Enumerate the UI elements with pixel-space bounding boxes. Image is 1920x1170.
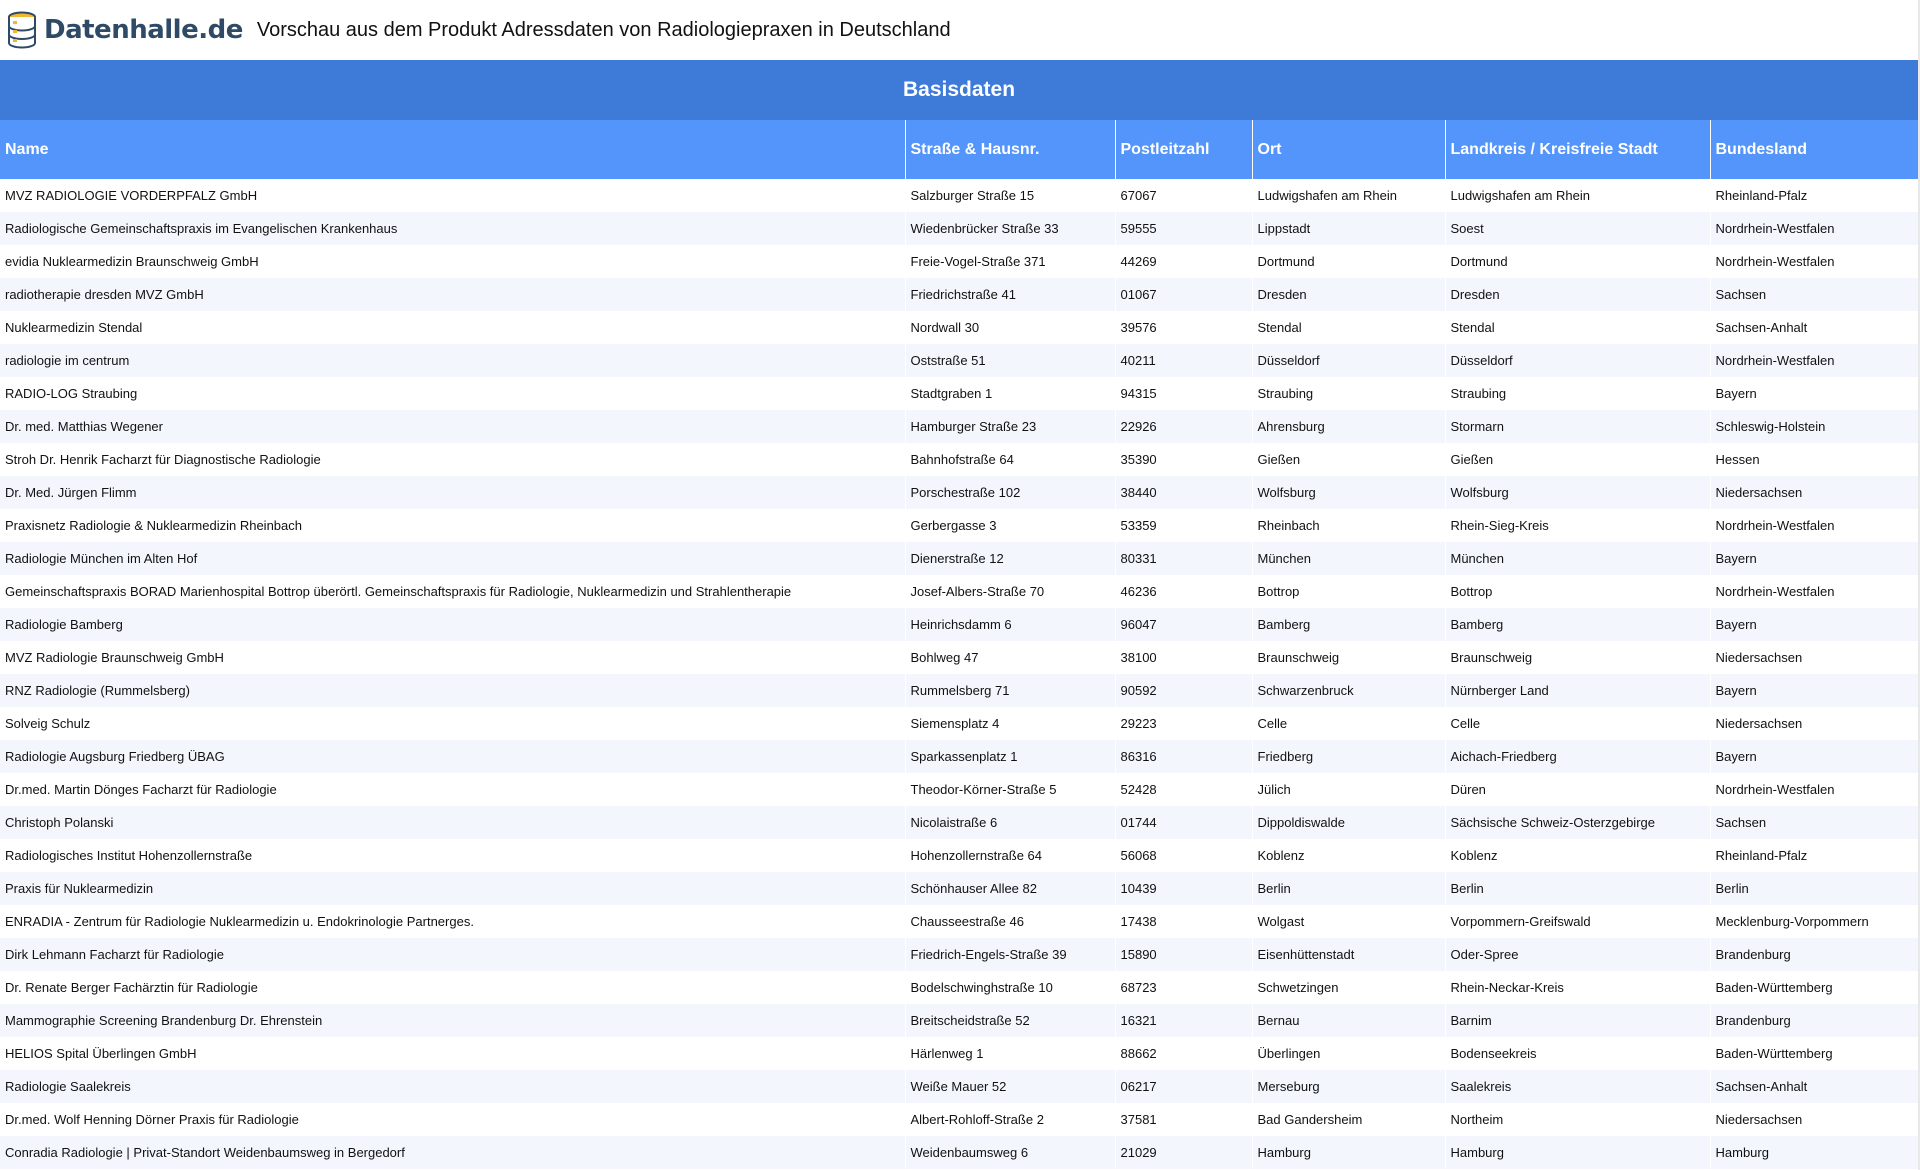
cell-city: Düsseldorf	[1252, 344, 1445, 377]
cell-city: Dortmund	[1252, 245, 1445, 278]
cell-street: Weidenbaumsweg 6	[905, 1136, 1115, 1169]
cell-postcode: 46236	[1115, 575, 1252, 608]
cell-district: Nürnberger Land	[1445, 674, 1710, 707]
table-row	[0, 311, 1918, 344]
cell-state: Berlin	[1710, 872, 1918, 905]
table-row	[0, 1004, 1918, 1037]
cell-name: Solveig Schulz	[0, 707, 905, 740]
cell-street: Stadtgraben 1	[905, 377, 1115, 410]
cell-district: Wolfsburg	[1445, 476, 1710, 509]
cell-city: Hamburg	[1252, 1136, 1445, 1169]
cell-postcode: 39576	[1115, 311, 1252, 344]
cell-state: Brandenburg	[1710, 938, 1918, 971]
cell-street: Chausseestraße 46	[905, 905, 1115, 938]
cell-state: Niedersachsen	[1710, 641, 1918, 674]
column-header-row	[0, 120, 1918, 179]
cell-street: Rummelsberg 71	[905, 674, 1115, 707]
cell-name: MVZ RADIOLOGIE VORDERPFALZ GmbH	[0, 179, 905, 212]
cell-postcode: 29223	[1115, 707, 1252, 740]
logo-text: Datenhalle.de	[44, 15, 243, 45]
table-row	[0, 410, 1918, 443]
cell-name: evidia Nuklearmedizin Braunschweig GmbH	[0, 245, 905, 278]
site-logo[interactable]	[6, 10, 243, 50]
cell-district: Koblenz	[1445, 839, 1710, 872]
cell-district: Dortmund	[1445, 245, 1710, 278]
cell-district: Bottrop	[1445, 575, 1710, 608]
table-row	[0, 1136, 1918, 1169]
cell-state: Baden-Württemberg	[1710, 971, 1918, 1004]
cell-name: Dr.med. Martin Dönges Facharzt für Radiologie	[0, 773, 905, 806]
cell-city: Dresden	[1252, 278, 1445, 311]
cell-postcode: 38100	[1115, 641, 1252, 674]
cell-street: Bohlweg 47	[905, 641, 1115, 674]
cell-district: Celle	[1445, 707, 1710, 740]
cell-city: Berlin	[1252, 872, 1445, 905]
table-row	[0, 641, 1918, 674]
cell-state: Rheinland-Pfalz	[1710, 839, 1918, 872]
cell-name: Dr. Renate Berger Fachärztin für Radiologie	[0, 971, 905, 1004]
cell-name: MVZ Radiologie Braunschweig GmbH	[0, 641, 905, 674]
cell-city: Rheinbach	[1252, 509, 1445, 542]
cell-postcode: 10439	[1115, 872, 1252, 905]
cell-state: Bayern	[1710, 608, 1918, 641]
cell-name: Dirk Lehmann Facharzt für Radiologie	[0, 938, 905, 971]
cell-city: Jülich	[1252, 773, 1445, 806]
cell-district: Soest	[1445, 212, 1710, 245]
cell-name: radiotherapie dresden MVZ GmbH	[0, 278, 905, 311]
cell-street: Wiedenbrücker Straße 33	[905, 212, 1115, 245]
cell-name: Radiologie Saalekreis	[0, 1070, 905, 1103]
cell-name: Radiologie Bamberg	[0, 608, 905, 641]
table-row	[0, 740, 1918, 773]
cell-city: Bernau	[1252, 1004, 1445, 1037]
cell-district: Hamburg	[1445, 1136, 1710, 1169]
cell-postcode: 68723	[1115, 971, 1252, 1004]
cell-state: Bayern	[1710, 740, 1918, 773]
cell-state: Schleswig-Holstein	[1710, 410, 1918, 443]
cell-state: Nordrhein-Westfalen	[1710, 509, 1918, 542]
cell-district: Oder-Spree	[1445, 938, 1710, 971]
table-row	[0, 938, 1918, 971]
section-title: Basisdaten	[0, 60, 1918, 120]
column-header-postcode: Postleitzahl	[1115, 120, 1252, 179]
column-header-state: Bundesland	[1710, 120, 1918, 179]
cell-state: Sachsen-Anhalt	[1710, 1070, 1918, 1103]
cell-name: Conradia Radiologie | Privat-Standort Weidenbaumsweg in Bergedorf	[0, 1136, 905, 1169]
cell-street: Friedrich-Engels-Straße 39	[905, 938, 1115, 971]
cell-city: Bad Gandersheim	[1252, 1103, 1445, 1136]
cell-name: Praxis für Nuklearmedizin	[0, 872, 905, 905]
cell-district: Gießen	[1445, 443, 1710, 476]
cell-postcode: 15890	[1115, 938, 1252, 971]
cell-state: Sachsen	[1710, 806, 1918, 839]
cell-street: Heinrichsdamm 6	[905, 608, 1115, 641]
cell-city: Stendal	[1252, 311, 1445, 344]
cell-district: Braunschweig	[1445, 641, 1710, 674]
cell-city: Eisenhüttenstadt	[1252, 938, 1445, 971]
cell-city: Ludwigshafen am Rhein	[1252, 179, 1445, 212]
cell-district: Stormarn	[1445, 410, 1710, 443]
cell-street: Porschestraße 102	[905, 476, 1115, 509]
cell-city: Friedberg	[1252, 740, 1445, 773]
cell-postcode: 16321	[1115, 1004, 1252, 1037]
cell-name: Nuklearmedizin Stendal	[0, 311, 905, 344]
cell-name: Dr.med. Wolf Henning Dörner Praxis für Radiologie	[0, 1103, 905, 1136]
table-row	[0, 443, 1918, 476]
cell-postcode: 80331	[1115, 542, 1252, 575]
cell-street: Theodor-Körner-Straße 5	[905, 773, 1115, 806]
cell-name: Radiologische Gemeinschaftspraxis im Evangelischen Krankenhaus	[0, 212, 905, 245]
column-header-district: Landkreis / Kreisfreie Stadt	[1445, 120, 1710, 179]
cell-district: Berlin	[1445, 872, 1710, 905]
cell-street: Härlenweg 1	[905, 1037, 1115, 1070]
cell-city: Lippstadt	[1252, 212, 1445, 245]
cell-postcode: 59555	[1115, 212, 1252, 245]
cell-postcode: 86316	[1115, 740, 1252, 773]
table-row	[0, 179, 1918, 212]
cell-state: Niedersachsen	[1710, 1103, 1918, 1136]
cell-state: Rheinland-Pfalz	[1710, 179, 1918, 212]
cell-postcode: 52428	[1115, 773, 1252, 806]
cell-name: Christoph Polanski	[0, 806, 905, 839]
cell-district: Dresden	[1445, 278, 1710, 311]
cell-district: Düsseldorf	[1445, 344, 1710, 377]
cell-city: Schwarzenbruck	[1252, 674, 1445, 707]
cell-postcode: 35390	[1115, 443, 1252, 476]
table-row	[0, 773, 1918, 806]
cell-state: Baden-Württemberg	[1710, 1037, 1918, 1070]
cell-name: Dr. Med. Jürgen Flimm	[0, 476, 905, 509]
cell-city: Koblenz	[1252, 839, 1445, 872]
cell-city: Celle	[1252, 707, 1445, 740]
cell-district: Vorpommern-Greifswald	[1445, 905, 1710, 938]
cell-city: Straubing	[1252, 377, 1445, 410]
cell-state: Niedersachsen	[1710, 476, 1918, 509]
cell-city: Überlingen	[1252, 1037, 1445, 1070]
cell-postcode: 88662	[1115, 1037, 1252, 1070]
table-row	[0, 839, 1918, 872]
cell-postcode: 22926	[1115, 410, 1252, 443]
cell-district: Barnim	[1445, 1004, 1710, 1037]
cell-postcode: 17438	[1115, 905, 1252, 938]
page-header	[0, 0, 1920, 60]
cell-city: Braunschweig	[1252, 641, 1445, 674]
database-logo-icon	[6, 11, 38, 49]
table-body	[0, 179, 1918, 1169]
table-row	[0, 608, 1918, 641]
page-title: Vorschau aus dem Produkt Adressdaten von Radiologiepraxen in Deutschland	[256, 18, 951, 41]
cell-name: Dr. med. Matthias Wegener	[0, 410, 905, 443]
cell-postcode: 21029	[1115, 1136, 1252, 1169]
table-row	[0, 905, 1918, 938]
cell-name: RADIO-LOG Straubing	[0, 377, 905, 410]
cell-district: Sächsische Schweiz-Osterzgebirge	[1445, 806, 1710, 839]
cell-postcode: 06217	[1115, 1070, 1252, 1103]
cell-district: Northeim	[1445, 1103, 1710, 1136]
cell-street: Bahnhofstraße 64	[905, 443, 1115, 476]
table-row	[0, 278, 1918, 311]
cell-state: Hamburg	[1710, 1136, 1918, 1169]
cell-postcode: 56068	[1115, 839, 1252, 872]
table-row	[0, 674, 1918, 707]
cell-district: Rhein-Neckar-Kreis	[1445, 971, 1710, 1004]
cell-city: Gießen	[1252, 443, 1445, 476]
cell-postcode: 67067	[1115, 179, 1252, 212]
column-header-city: Ort	[1252, 120, 1445, 179]
cell-district: Bamberg	[1445, 608, 1710, 641]
cell-state: Sachsen-Anhalt	[1710, 311, 1918, 344]
cell-state: Nordrhein-Westfalen	[1710, 344, 1918, 377]
cell-name: RNZ Radiologie (Rummelsberg)	[0, 674, 905, 707]
cell-city: München	[1252, 542, 1445, 575]
data-table	[0, 60, 1919, 1169]
cell-street: Hohenzollernstraße 64	[905, 839, 1115, 872]
cell-state: Nordrhein-Westfalen	[1710, 212, 1918, 245]
cell-name: Gemeinschaftspraxis BORAD Marienhospital Bottrop überörtl. Gemeinschaftspraxis für Radiologie, Nuklearmedizin und Strahlentherapie	[0, 575, 905, 608]
cell-city: Merseburg	[1252, 1070, 1445, 1103]
cell-state: Nordrhein-Westfalen	[1710, 575, 1918, 608]
cell-street: Weiße Mauer 52	[905, 1070, 1115, 1103]
cell-street: Gerbergasse 3	[905, 509, 1115, 542]
cell-name: radiologie im centrum	[0, 344, 905, 377]
cell-street: Nicolaistraße 6	[905, 806, 1115, 839]
cell-city: Wolfsburg	[1252, 476, 1445, 509]
cell-district: Straubing	[1445, 377, 1710, 410]
table-row	[0, 707, 1918, 740]
cell-city: Bottrop	[1252, 575, 1445, 608]
cell-state: Bayern	[1710, 542, 1918, 575]
cell-postcode: 40211	[1115, 344, 1252, 377]
cell-city: Bamberg	[1252, 608, 1445, 641]
section-header-row	[0, 60, 1918, 120]
cell-district: Düren	[1445, 773, 1710, 806]
cell-postcode: 94315	[1115, 377, 1252, 410]
cell-street: Salzburger Straße 15	[905, 179, 1115, 212]
cell-name: Radiologie Augsburg Friedberg ÜBAG	[0, 740, 905, 773]
cell-state: Brandenburg	[1710, 1004, 1918, 1037]
table-row	[0, 542, 1918, 575]
table-row	[0, 1037, 1918, 1070]
cell-street: Sparkassenplatz 1	[905, 740, 1115, 773]
cell-street: Friedrichstraße 41	[905, 278, 1115, 311]
table-row	[0, 575, 1918, 608]
cell-state: Nordrhein-Westfalen	[1710, 245, 1918, 278]
cell-district: Saalekreis	[1445, 1070, 1710, 1103]
cell-street: Breitscheidstraße 52	[905, 1004, 1115, 1037]
cell-postcode: 96047	[1115, 608, 1252, 641]
table-row	[0, 806, 1918, 839]
cell-name: ENRADIA - Zentrum für Radiologie Nuklearmedizin u. Endokrinologie Partnerges.	[0, 905, 905, 938]
cell-district: Rhein-Sieg-Kreis	[1445, 509, 1710, 542]
cell-state: Mecklenburg-Vorpommern	[1710, 905, 1918, 938]
cell-street: Schönhauser Allee 82	[905, 872, 1115, 905]
cell-city: Dippoldiswalde	[1252, 806, 1445, 839]
cell-district: München	[1445, 542, 1710, 575]
cell-name: Radiologisches Institut Hohenzollernstraße	[0, 839, 905, 872]
cell-state: Bayern	[1710, 377, 1918, 410]
cell-street: Bodelschwinghstraße 10	[905, 971, 1115, 1004]
cell-city: Schwetzingen	[1252, 971, 1445, 1004]
cell-city: Wolgast	[1252, 905, 1445, 938]
column-header-name: Name	[0, 120, 905, 179]
cell-street: Oststraße 51	[905, 344, 1115, 377]
column-header-street: Straße & Hausnr.	[905, 120, 1115, 179]
cell-district: Stendal	[1445, 311, 1710, 344]
table-row	[0, 509, 1918, 542]
cell-state: Nordrhein-Westfalen	[1710, 773, 1918, 806]
cell-street: Freie-Vogel-Straße 371	[905, 245, 1115, 278]
cell-postcode: 38440	[1115, 476, 1252, 509]
cell-street: Nordwall 30	[905, 311, 1115, 344]
table-row	[0, 872, 1918, 905]
cell-postcode: 44269	[1115, 245, 1252, 278]
cell-state: Bayern	[1710, 674, 1918, 707]
cell-street: Hamburger Straße 23	[905, 410, 1115, 443]
cell-district: Ludwigshafen am Rhein	[1445, 179, 1710, 212]
cell-postcode: 53359	[1115, 509, 1252, 542]
cell-name: Praxisnetz Radiologie & Nuklearmedizin Rheinbach	[0, 509, 905, 542]
table-row	[0, 377, 1918, 410]
cell-postcode: 01744	[1115, 806, 1252, 839]
cell-street: Albert-Rohloff-Straße 2	[905, 1103, 1115, 1136]
cell-street: Josef-Albers-Straße 70	[905, 575, 1115, 608]
cell-state: Sachsen	[1710, 278, 1918, 311]
cell-name: Mammographie Screening Brandenburg Dr. Ehrenstein	[0, 1004, 905, 1037]
cell-street: Dienerstraße 12	[905, 542, 1115, 575]
cell-name: HELIOS Spital Überlingen GmbH	[0, 1037, 905, 1070]
cell-district: Aichach-Friedberg	[1445, 740, 1710, 773]
table-row	[0, 971, 1918, 1004]
table-row	[0, 1103, 1918, 1136]
cell-name: Radiologie München im Alten Hof	[0, 542, 905, 575]
table-row	[0, 245, 1918, 278]
cell-district: Bodenseekreis	[1445, 1037, 1710, 1070]
table-row	[0, 476, 1918, 509]
cell-city: Ahrensburg	[1252, 410, 1445, 443]
cell-street: Siemensplatz 4	[905, 707, 1115, 740]
table-row	[0, 212, 1918, 245]
table-row	[0, 344, 1918, 377]
cell-state: Hessen	[1710, 443, 1918, 476]
table-row	[0, 1070, 1918, 1103]
cell-state: Niedersachsen	[1710, 707, 1918, 740]
cell-name: Stroh Dr. Henrik Facharzt für Diagnostische Radiologie	[0, 443, 905, 476]
cell-postcode: 01067	[1115, 278, 1252, 311]
cell-postcode: 90592	[1115, 674, 1252, 707]
cell-postcode: 37581	[1115, 1103, 1252, 1136]
